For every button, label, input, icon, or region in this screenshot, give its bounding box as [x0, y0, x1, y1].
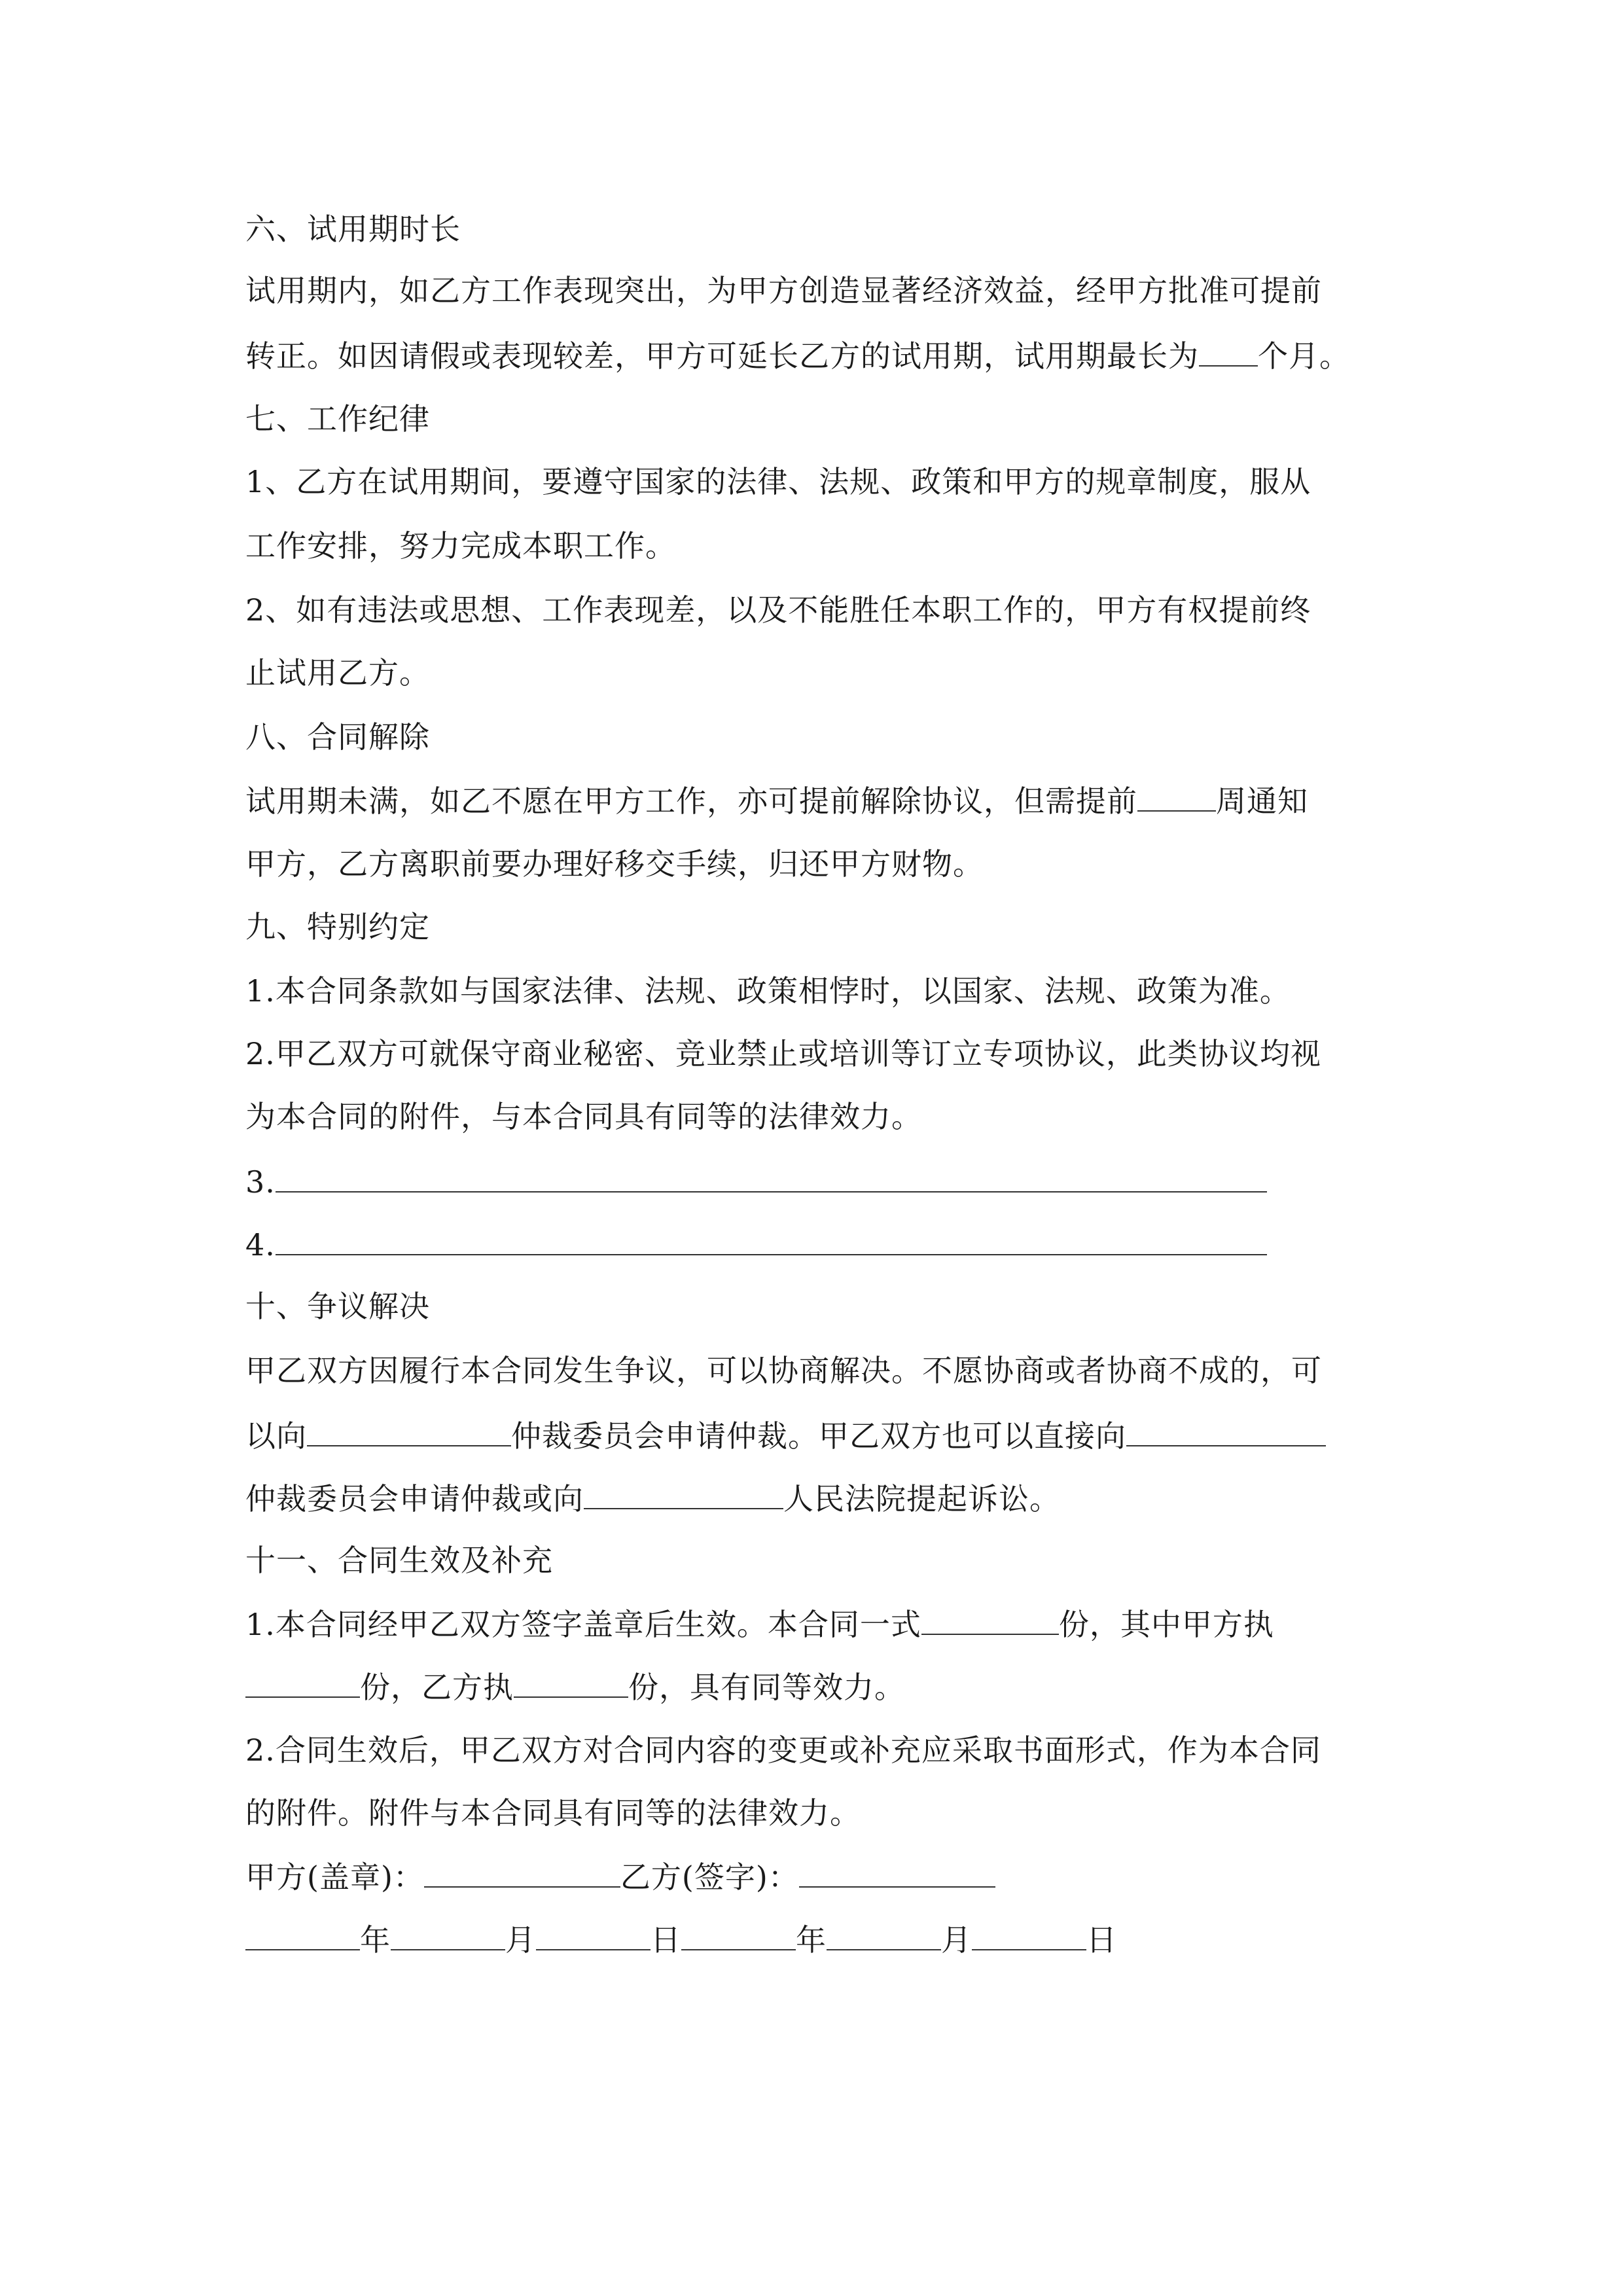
section-9-item2-line1: 2.甲乙双方可就保守商业秘密、竞业禁止或培训等订立专项协议，此类协议均视: [245, 1036, 1321, 1071]
blank-total-copies[interactable]: [921, 1604, 1059, 1635]
signature-line: [245, 1856, 995, 1897]
section-7-item2-line2: 止试用乙方。: [245, 655, 430, 691]
year-label: 年: [360, 1922, 391, 1958]
party-a-day-field[interactable]: [536, 1919, 651, 1950]
party-a-month-field[interactable]: [391, 1919, 505, 1950]
blank-arbitration-commission-1[interactable]: [307, 1415, 511, 1446]
blank-party-b-copies[interactable]: [514, 1666, 628, 1698]
month-label: 月: [941, 1922, 972, 1958]
party-b-year-field[interactable]: [681, 1919, 796, 1950]
section-10-text-b: 仲裁委员会申请仲裁。甲乙双方也可以直接向: [511, 1418, 1126, 1454]
section-9-item3: [245, 1161, 1267, 1202]
day-label: 日: [651, 1922, 681, 1958]
section-10-line1: 甲乙双方因履行本合同发生争议，可以协商解决。不愿协商或者协商不成的，可: [245, 1353, 1322, 1388]
month-label: 月: [505, 1922, 536, 1958]
section-8-text-a: 试用期未满，如乙不愿在甲方工作，亦可提前解除协议，但需提前: [245, 783, 1137, 819]
party-a-year-field[interactable]: [245, 1919, 360, 1950]
section-11-text-d: 份，具有同等效力。: [628, 1670, 905, 1705]
section-7-item2-line1: 2、如有违法或思想、工作表现差，以及不能胜任本职工作的，甲方有权提前终: [245, 592, 1311, 628]
section-11-text-b: 份，其中甲方执: [1058, 1607, 1274, 1642]
section-10-text-a: 以向: [245, 1418, 307, 1454]
section-10-heading: 十、争议解决: [245, 1289, 430, 1324]
section-6-para-line2: [245, 335, 1350, 376]
section-11-item1-line1: [245, 1604, 1274, 1644]
year-label: 年: [796, 1922, 827, 1958]
section-7-heading: 七、工作纪律: [245, 401, 430, 437]
section-9-item3-number: 3.: [245, 1164, 276, 1200]
section-11-item1-line2: [245, 1666, 905, 1707]
blank-item4[interactable]: [276, 1224, 1267, 1255]
blank-arbitration-commission-2[interactable]: [1126, 1415, 1326, 1446]
section-8-line1: [245, 780, 1308, 821]
section-9-item1: 1.本合同条款如与国家法律、法规、政策相悖时，以国家、法规、政策为准。: [245, 973, 1291, 1009]
section-6-text-b: 个月。: [1258, 338, 1350, 374]
section-10-text-d: 人民法院提起诉讼。: [783, 1481, 1060, 1516]
blank-item3[interactable]: [276, 1161, 1267, 1193]
section-11-item2-line2: 的附件。附件与本合同具有同等的法律效力。: [245, 1795, 861, 1831]
party-b-month-field[interactable]: [827, 1919, 941, 1950]
section-8-line2: 甲方，乙方离职前要办理好移交手续，归还甲方财物。: [245, 846, 984, 882]
blank-party-a-copies[interactable]: [245, 1666, 360, 1698]
section-11-text-c: 份，乙方执: [360, 1670, 514, 1705]
day-label: 日: [1086, 1922, 1117, 1958]
party-a-seal-label: 甲方(盖章)：: [245, 1859, 424, 1895]
section-9-heading: 九、特别约定: [245, 909, 430, 944]
party-b-sign-field[interactable]: [799, 1856, 995, 1888]
section-9-item4: [245, 1224, 1267, 1265]
section-8-text-b: 周通知: [1216, 783, 1308, 819]
date-line: [245, 1919, 1117, 1960]
section-10-line3: [245, 1478, 1060, 1518]
party-a-seal-field[interactable]: [424, 1856, 620, 1888]
blank-notice-weeks[interactable]: [1137, 780, 1216, 812]
section-7-item1-line1: 1、乙方在试用期间，要遵守国家的法律、法规、政策和甲方的规章制度，服从: [245, 464, 1311, 499]
section-7-item1-line2: 工作安排，努力完成本职工作。: [245, 528, 676, 564]
section-10-line2: [245, 1415, 1326, 1456]
section-9-item2-line2: 为本合同的附件，与本合同具有同等的法律效力。: [245, 1099, 922, 1134]
section-11-heading: 十一、合同生效及补充: [245, 1543, 553, 1578]
section-10-text-c: 仲裁委员会申请仲裁或向: [245, 1481, 584, 1516]
section-6-para-line1: 试用期内，如乙方工作表现突出，为甲方创造显著经济效益，经甲方批准可提前: [245, 273, 1322, 308]
section-11-text-a: 1.本合同经甲乙双方签字盖章后生效。本合同一式: [245, 1607, 921, 1642]
blank-probation-months[interactable]: [1199, 335, 1258, 367]
party-b-day-field[interactable]: [972, 1919, 1086, 1950]
section-6-heading: 六、试用期时长: [245, 211, 461, 247]
blank-court[interactable]: [584, 1478, 783, 1509]
section-11-item2-line1: 2.合同生效后，甲乙双方对合同内容的变更或补充应采取书面形式，作为本合同: [245, 1732, 1321, 1768]
section-6-text-a: 转正。如因请假或表现较差，甲方可延长乙方的试用期，试用期最长为: [245, 338, 1199, 374]
section-9-item4-number: 4.: [245, 1227, 276, 1263]
party-b-sign-label: 乙方(签字)：: [620, 1859, 799, 1895]
section-8-heading: 八、合同解除: [245, 719, 430, 755]
